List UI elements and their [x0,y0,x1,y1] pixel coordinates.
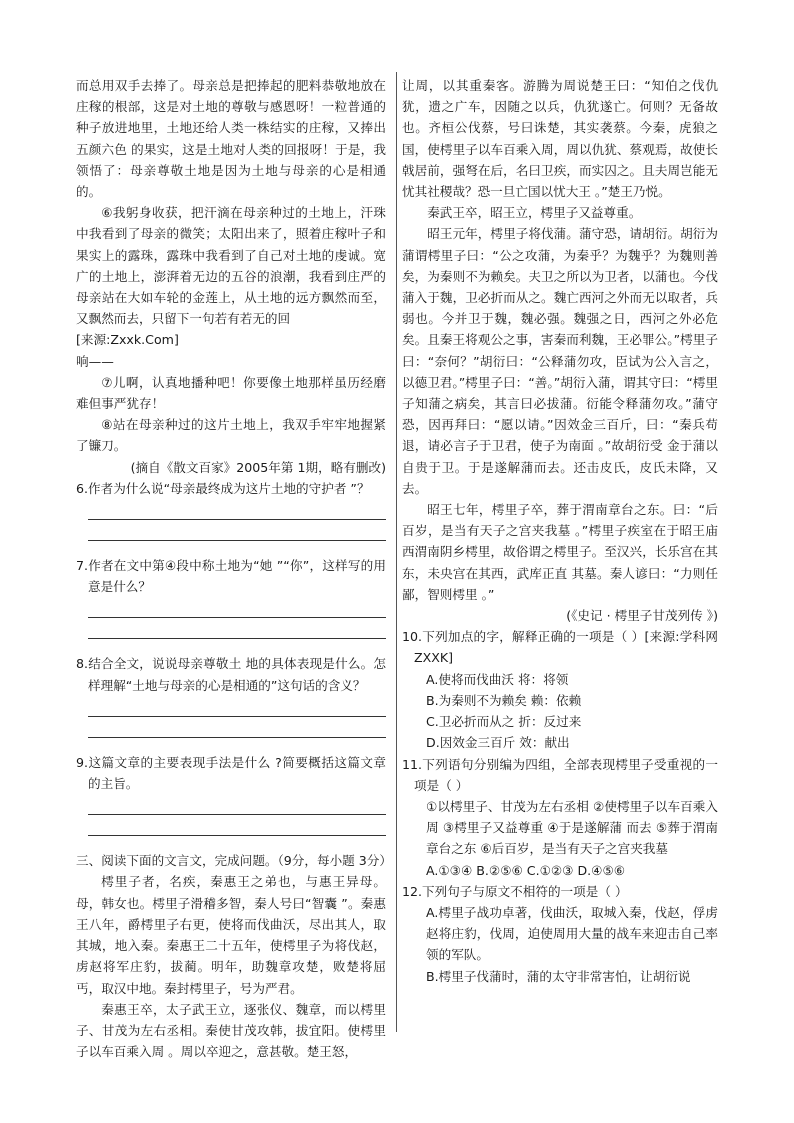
question-11: 11.下列语句分别编为四组，全部表现樗里子受重视的一项是（ ） [402,756,718,793]
answer-line[interactable] [88,597,386,618]
question-6: 6.作者为什么说“母亲最终成为这片土地的守护者 ”？ [76,480,370,496]
question-10-option-c[interactable]: C.卫必折而从之 折：反过来 [426,714,582,730]
question-7: 7.作者在文中第④段中称土地为“她 ”“你”，这样写的用意是什么？ [76,558,386,595]
classical-paragraph-4: 昭王元年，樗里子将伐蒲。蒲守恐，请胡衍。胡衍为蒲谓樗里子曰：“公之攻蒲，为秦乎？为魏乎？为魏则善矣，为秦则不为赖矣。夫卫之所以为卫者，以蒲也。今伐蒲入于魏，卫必折而从之。魏亡西河之外而无以取者，兵弱也。今并卫于魏，魏必强。魏强之日，西河之外必危矣。且秦王将观公之事，害秦而利魏，王必罪公。”樗里子曰：“奈何？”胡衍曰：“公释蒲勿攻，臣试为公入言之，以德卫君。”樗里子曰：“善。”胡衍入蒲，谓其守曰：“樗里子知蒲之病矣，其言曰必拔蒲。衍能令释蒲勿攻。”蒲守恐，因再拜曰：“愿以请。”因效金三百斤，曰：“秦兵苟退，请必言子于卫君，使子为南面 。”故胡衍受 金于蒲以自贵于卫。于是遂解蒲而去。还击皮氏，皮氏未降，又去。 [402,226,718,496]
classical-citation: (《史记 · 樗里子甘茂列传 》) [566,608,718,624]
question-9: 9.这篇文章的主要表现手法是什么 ?简要概括这篇文章的主旨。 [76,754,386,792]
paragraph-6-end: 响—— [76,353,114,369]
question-10: 10.下列加点的字，解释正确的一项是（ ）[来源:学科网 ZXXK] [402,629,718,666]
section-3-heading: 三、阅读下面的文言文，完成问题。（9分，每小题 3分） [76,853,392,869]
question-12-option-b[interactable]: B.樗里子伐蒲时，蒲的太守非常害怕，让胡衍说 [426,968,691,984]
question-12-option-a[interactable]: A.樗里子战功卓著，伐曲沃，取城入秦，伐赵，俘虏赵将庄豹，伐周，迫使周用大量的战车来迎击自己率领的军队。 [426,904,718,963]
question-11-options[interactable]: A.①③④ B.②⑤⑥ C.①②③ D.④⑤⑥ [426,862,626,878]
answer-line[interactable] [88,815,386,836]
source-tag: [来源:Zxxk.Com] [76,332,179,348]
question-12: 12.下列句子与原文不相符的一项是（ ） [402,883,628,899]
answer-line[interactable] [88,499,386,520]
answer-line[interactable] [88,717,386,738]
classical-paragraph-2: 秦惠王卒，太子武王立，逐张仪、魏章，而以樗里子、甘茂为左右丞相。秦使甘茂攻韩，拔宜阳。使樗里子以车百乘入周 。周以卒迎之，意甚敬。楚王怒， [76,1001,386,1060]
answer-line[interactable] [88,520,386,541]
paragraph-5-continued: 而总用双手去捧了。母亲总是把捧起的肥料恭敬地放在庄稼的根部，这是对土地的尊敬与感恩呀！一粒普通的种子放进地里，土地还给人类一株结实的庄稼，又捧出五颜六色 的果实，这是土地对人类的回报呀！于是，我领悟了：母亲尊敬土地是因为土地与母亲的心是相通的。 [76,78,386,200]
question-10-option-b[interactable]: B.为秦则不为赖矣 赖：依赖 [426,692,582,708]
question-10-option-a[interactable]: A.使将而伐曲沃 将：将领 [426,671,569,687]
question-11-items: ①以樗里子、甘茂为左右丞相 ②使樗里子以车百乘入周 ③樗里子又益尊重 ④于是遂解蒲 而去 ⑤葬于渭南章台之东 ⑥后百岁，是当有天子之宫夹我墓 [426,798,718,857]
left-column [76,75,392,1062]
classical-paragraph-2-continued: 让周，以其重秦客。游腾为周说楚王曰：“知伯之伐仇犹，遗之广车，因随之以兵，仇犹遂亡。何则？无备故也。齐桓公伐蔡，号曰诛楚，其实袭蔡。今秦，虎狼之国，使樗里子以车百乘入周，周以仇犹、蔡观焉，故使长戟居前，强弩在后，名曰卫疾，而实囚之。且夫周岂能无忧其社稷哉？恐一旦亡国以忧大王 。”楚王乃悦。 [402,78,718,200]
essay-citation: (摘自《散文百家》2005年第 1期，略有删改) [130,459,386,475]
column-divider [396,72,397,1032]
classical-paragraph-1: 樗里子者，名疾，秦惠王之弟也，与惠王异母。母，韩女也。樗里子滑稽多智，秦人号曰“智囊 ”。秦惠王八年，爵樗里子右更，使将而伐曲沃，尽出其人，取其城，地入秦。秦惠王二十五年，使樗里子为将伐赵，虏赵将军庄豹，拔蔺。明年，助魏章攻楚，败楚将屈丐，取汉中地。秦封樗里子，号为严君。 [76,874,386,996]
paragraph-8: ⑧站在母亲种过的这片土地上，我双手牢牢地握紧了镰刀。 [76,417,386,454]
answer-line[interactable] [88,696,386,717]
classical-paragraph-5: 昭王七年，樗里子卒，葬于渭南章台之东。曰：“后百岁，是当有天子之宫夹我墓 。”樗里子疾室在于昭王庙西渭南阴乡樗里，故俗谓之樗里子。至汉兴，长乐宫在其东，未央宫在其西，武库正直 其墓。秦人谚曰：“力则任鄙，智则樗里 。” [402,502,718,602]
question-8: 8.结合全文，说说母亲尊敬土 地的具体表现是什么。怎样理解“土地与母亲的心是相通的”这句话的含义？ [76,656,386,693]
question-10-option-d[interactable]: D.因效金三百斤 效：献出 [426,735,570,751]
paragraph-6: ⑥我躬身收获，把汗滴在母亲种过的土地上，汗珠中我看到了母亲的微笑；太阳出来了，照着庄稼叶子和果实上的露珠，露珠中我看到了自己对土地的虔诚。宽广的土地上，澎湃着无边的五谷的浪潮，我看到庄严的母亲站在大如车轮的金莲上，从土地的远方飘然而至，又飘然而去，只留下一句若有若无的回 [76,205,386,327]
classical-paragraph-3: 秦武王卒，昭王立，樗里子又益尊重。 [427,205,642,221]
answer-line[interactable] [88,618,386,639]
answer-line[interactable] [88,794,386,815]
paragraph-7: ⑦儿啊，认真地播种吧！你要像土地那样虽历经磨难但事严犹存！ [76,374,386,412]
right-column [402,75,718,987]
